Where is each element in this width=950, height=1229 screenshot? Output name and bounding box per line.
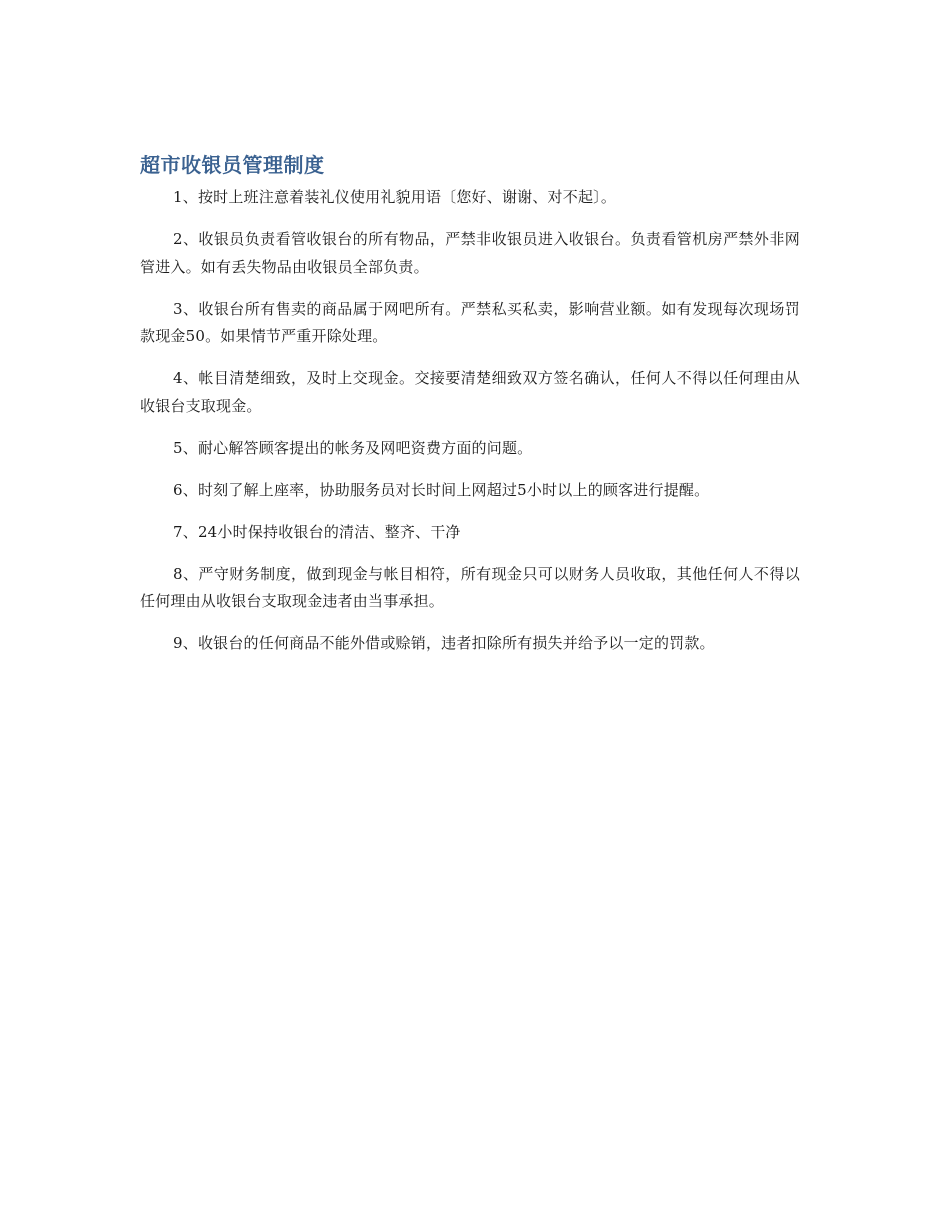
rule-list	[140, 184, 800, 658]
rule-item-1: 1、按时上班注意着装礼仪使用礼貌用语〔您好、谢谢、对不起〕。	[173, 188, 617, 206]
document-title: 超市收银员管理制度	[140, 153, 325, 177]
rule-item-2: 2、收银员负责看管收银台的所有物品，严禁非收银员进入收银台。负责看管机房严禁外非网管进入。如有丢失物品由收银员全部负责。	[140, 230, 800, 276]
rule-item-8: 8、严守财务制度，做到现金与帐目相符，所有现金只可以财务人员收取，其他任何人不得以任何理由从收银台支取现金违者由当事承担。	[140, 564, 800, 610]
document-body	[140, 150, 800, 672]
rule-item-4: 4、帐目清楚细致，及时上交现金。交接要清楚细致双方签名确认，任何人不得以任何理由从收银台支取现金。	[140, 369, 800, 415]
rule-item-9: 9、收银台的任何商品不能外借或赊销，违者扣除所有损失并给予以一定的罚款。	[173, 634, 715, 652]
rule-item-3: 3、收银台所有售卖的商品属于网吧所有。严禁私买私卖，影响营业额。如有发现每次现场罚款现金50。如果情节严重开除处理。	[140, 299, 800, 345]
rule-item-6: 6、时刻了解上座率，协助服务员对长时间上网超过5小时以上的顾客进行提醒。	[173, 480, 710, 499]
rule-item-7: 7、24小时保持收银台的清洁、整齐、干净	[173, 522, 461, 541]
rule-item-5: 5、耐心解答顾客提出的帐务及网吧资费方面的问题。	[173, 438, 533, 457]
